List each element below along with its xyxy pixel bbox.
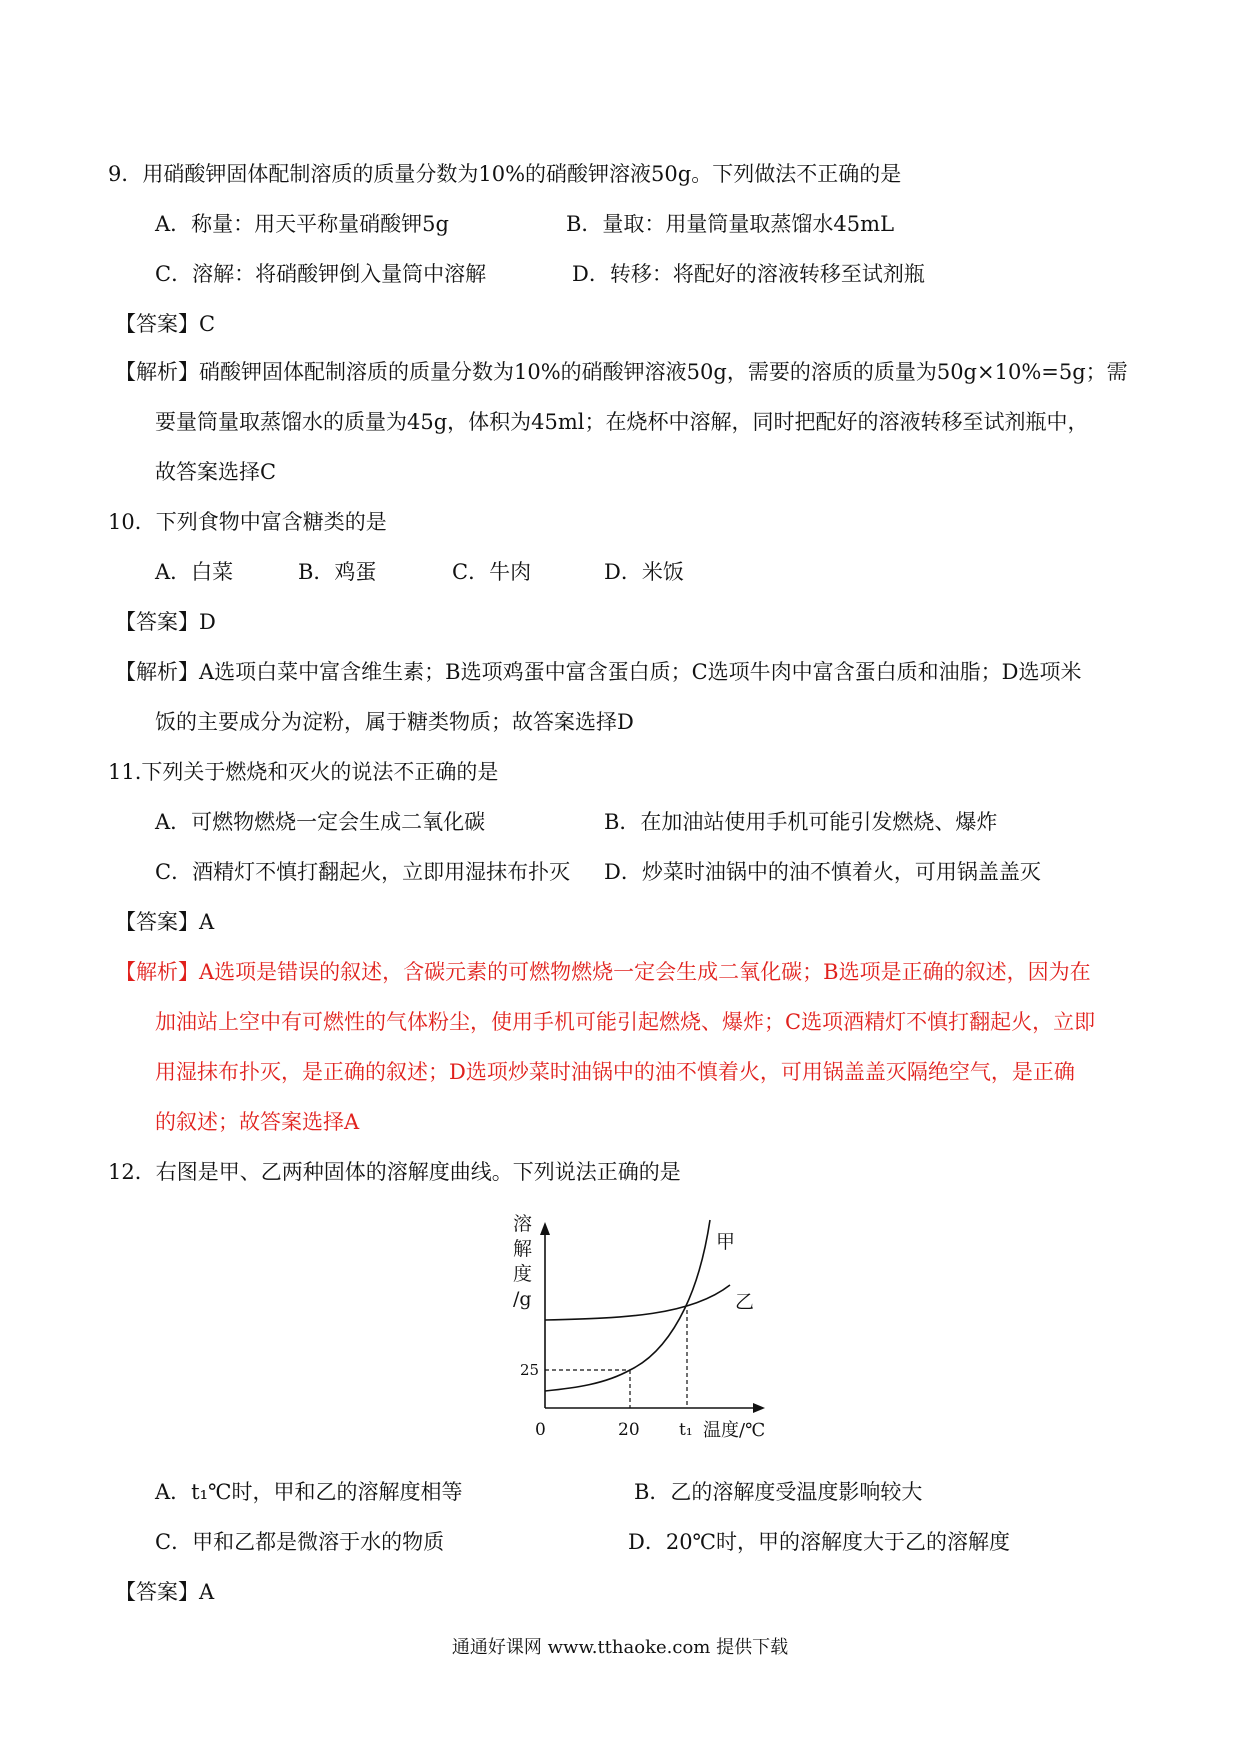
y-axis-label-4: /g	[513, 1288, 532, 1310]
y-axis-label-2: 解	[513, 1238, 533, 1260]
x-tick-0: 0	[535, 1420, 546, 1440]
page-footer: 通通好课网 www.tthaoke.com 提供下载	[451, 1637, 789, 1658]
question-9-answer: 【答案】C	[115, 312, 216, 336]
question-11-answer: 【答案】A	[115, 910, 215, 934]
y-axis-arrow-icon	[540, 1222, 550, 1235]
question-10-analysis-line-1: 【解析】A选项白菜中富含维生素；B选项鸡蛋中富含蛋白质；C选项牛肉中富含蛋白质和油脂；D选项米	[115, 660, 1082, 684]
y-axis-label-3: 度	[513, 1263, 533, 1285]
question-11-analysis-line-3: 用湿抹布扑灭，是正确的叙述；D选项炒菜时油锅中的油不慎着火，可用锅盖盖灭隔绝空气，是正确	[155, 1060, 1075, 1084]
question-10-option-d: D．米饭	[604, 560, 684, 584]
question-10-stem: 10．下列食物中富含糖类的是	[108, 510, 387, 534]
question-11-analysis-line-1: 【解析】A选项是错误的叙述，含碳元素的可燃物燃烧一定会生成二氧化碳；B选项是正确的叙述，因为在	[115, 960, 1091, 984]
question-9-analysis-line-1: 【解析】硝酸钾固体配制溶质的质量分数为10%的硝酸钾溶液50g，需要的溶质的质量为50g×10%=5g；需	[115, 360, 1128, 384]
question-12-option-a: A．t₁℃时，甲和乙的溶解度相等	[155, 1480, 463, 1504]
x-axis-arrow-icon	[753, 1403, 765, 1413]
question-10-option-c: C．牛肉	[452, 560, 532, 584]
y-tick-25: 25	[520, 1361, 540, 1379]
question-11-analysis-line-2: 加油站上空中有可燃性的气体粉尘，使用手机可能引起燃烧、爆炸；C选项酒精灯不慎打翻起火，立即	[155, 1010, 1096, 1034]
question-11-option-a: A．可燃物燃烧一定会生成二氧化碳	[155, 810, 486, 834]
x-tick-20: 20	[618, 1420, 640, 1440]
question-9-stem: 9．用硝酸钾固体配制溶质的质量分数为10%的硝酸钾溶液50g。下列做法不正确的是	[108, 162, 902, 186]
question-12-option-d: D．20℃时，甲的溶解度大于乙的溶解度	[628, 1530, 1011, 1554]
question-11-option-d: D．炒菜时油锅中的油不慎着火，可用锅盖盖灭	[604, 860, 1041, 884]
question-11-option-c: C．酒精灯不慎打翻起火，立即用湿抹布扑灭	[155, 860, 571, 884]
question-12-answer: 【答案】A	[115, 1580, 215, 1604]
question-9-option-d: D．转移：将配好的溶液转移至试剂瓶	[572, 262, 925, 286]
question-9-option-b: B．量取：用量筒量取蒸馏水45mL	[566, 212, 895, 236]
question-10-answer: 【答案】D	[115, 610, 216, 634]
question-11-analysis-line-4: 的叙述；故答案选择A	[155, 1110, 360, 1134]
series-jia-curve	[545, 1220, 710, 1391]
question-11-option-b: B．在加油站使用手机可能引发燃烧、爆炸	[604, 810, 998, 834]
question-10-option-a: A．白菜	[155, 560, 234, 584]
question-12-option-b: B．乙的溶解度受温度影响较大	[634, 1480, 923, 1504]
x-axis-label: 温度/℃	[703, 1420, 766, 1441]
question-10-option-b: B．鸡蛋	[298, 560, 377, 584]
question-12-option-c: C．甲和乙都是微溶于水的物质	[155, 1530, 445, 1554]
x-tick-t1: t₁	[679, 1420, 693, 1440]
question-9-option-c: C．溶解：将硝酸钾倒入量筒中溶解	[155, 262, 487, 286]
question-11-stem: 11.下列关于燃烧和灭火的说法不正确的是	[108, 760, 499, 784]
solubility-chart	[505, 1208, 795, 1448]
series-label-jia: 甲	[716, 1231, 736, 1253]
question-9-option-a: A．称量：用天平称量硝酸钾5g	[155, 212, 449, 236]
series-yi-curve	[545, 1285, 730, 1320]
question-9-analysis-line-3: 故答案选择C	[155, 460, 277, 484]
question-12-stem: 12．右图是甲、乙两种固体的溶解度曲线。下列说法正确的是	[108, 1160, 681, 1184]
question-10-analysis-line-2: 饭的主要成分为淀粉，属于糖类物质；故答案选择D	[155, 710, 634, 734]
y-axis-label-1: 溶	[513, 1213, 533, 1235]
question-9-analysis-line-2: 要量筒量取蒸馏水的质量为45g，体积为45ml；在烧杯中溶解，同时把配好的溶液转移至试剂瓶中，	[155, 410, 1089, 434]
series-label-yi: 乙	[735, 1291, 755, 1313]
